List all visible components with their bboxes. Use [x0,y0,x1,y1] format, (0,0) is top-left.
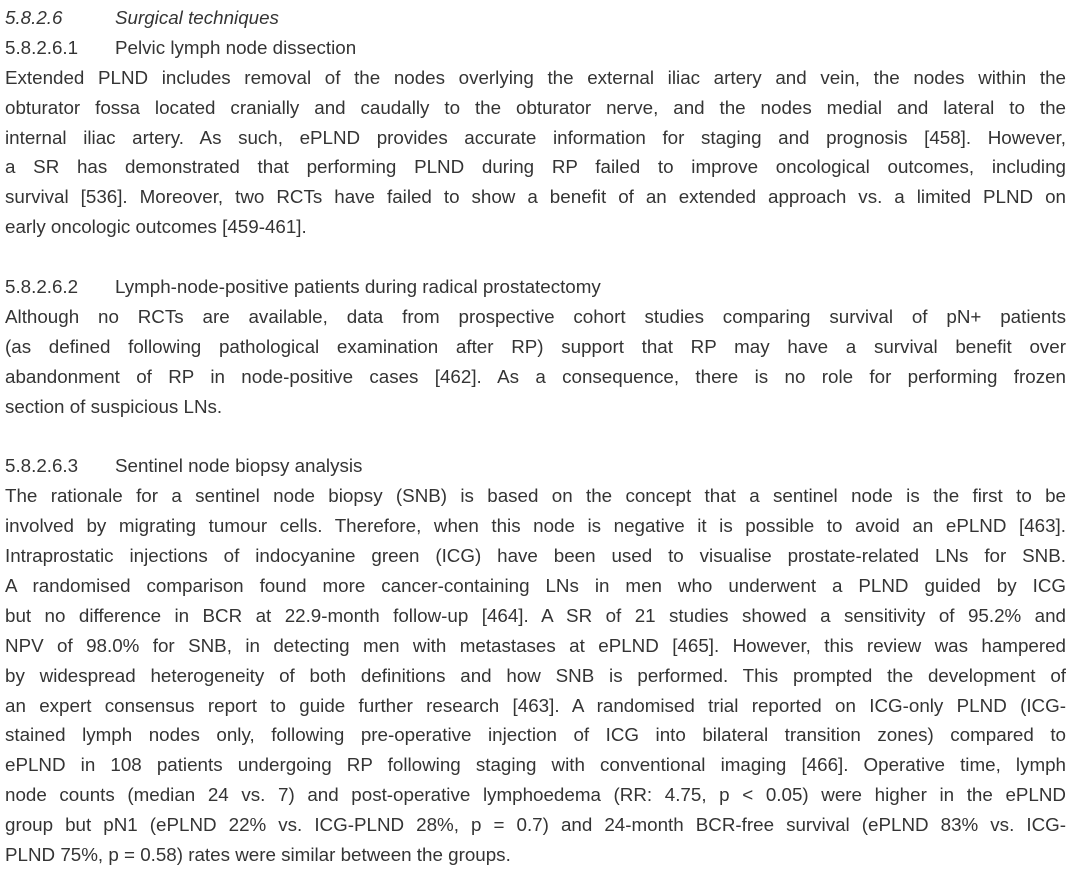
text-line: A randomised comparison found more cancer-containing LNs in men who underwent a PLND guided by ICG [5,574,1066,596]
section-heading-5.8.2.6 [5,3,1066,33]
text-line: (as defined following pathological examination after RP) support that RP may have a survival benefit over [5,335,1066,357]
text-line: Although no RCTs are available, data from prospective cohort studies comparing survival of pN+ patients [5,305,1066,327]
section-number: 5.8.2.6.1 [5,36,79,58]
text-line: by widespread heterogeneity of both definitions and how SNB is performed. This prompted the development of [5,664,1066,686]
text-line: survival [536]. Moreover, two RCTs have failed to show a benefit of an extended approach vs. a limited PLND on [5,186,1066,208]
paragraph [5,481,1066,870]
blank-line [5,422,1066,452]
paragraph [5,63,1066,242]
section-number: 5.8.2.6.2 [5,276,79,298]
text-line: section of suspicious LNs. [5,395,223,417]
section-title: Surgical techniques [115,7,279,28]
section-title: Lymph-node-positive patients during radical prostatectomy [115,276,601,298]
section-heading-5.8.2.6.1 [5,33,1066,63]
text-line: internal iliac artery. As such, ePLND provides accurate information for staging and prognosis [458]. However, [5,126,1066,148]
text-line: an expert consensus report to guide further research [463]. A randomised trial reported on ICG-only PLND (ICG- [5,694,1066,716]
text-line: Intraprostatic injections of indocyanine green (ICG) have been used to visualise prostate-related LNs for SNB. [5,545,1066,567]
section-title: Pelvic lymph node dissection [115,36,357,58]
text-line: NPV of 98.0% for SNB, in detecting men with metastases at ePLND [465]. However, this review was hampered [5,634,1066,656]
section-title: Sentinel node biopsy analysis [115,455,363,477]
paragraph [5,302,1066,422]
text-line: obturator fossa located cranially and caudally to the obturator nerve, and the nodes medial and lateral to the [5,96,1066,118]
text-line: abandonment of RP in node-positive cases [462]. As a consequence, there is no role for performing frozen [5,365,1066,387]
text-line: but no difference in BCR at 22.9-month follow-up [464]. A SR of 21 studies showed a sensitivity of 95.2% and [5,604,1066,626]
text-line: PLND 75%, p = 0.58) rates were similar between the groups. [5,844,511,865]
text-line: involved by migrating tumour cells. Therefore, when this node is negative it is possible to avoid an ePLND [463]. [5,515,1066,537]
text-line: early oncologic outcomes [459-461]. [5,216,307,238]
section-number: 5.8.2.6.3 [5,455,79,477]
section-heading-5.8.2.6.2 [5,272,1066,302]
text-line: ePLND in 108 patients undergoing RP following staging with conventional imaging [466]. Operative time, lymph [5,754,1066,776]
section-heading-5.8.2.6.3 [5,451,1066,481]
section-number: 5.8.2.6 [5,7,63,28]
text-line: node counts (median 24 vs. 7) and post-operative lymphoedema (RR: 4.75, p < 0.05) were higher in the ePLND [5,784,1066,806]
text-line: The rationale for a sentinel node biopsy (SNB) is based on the concept that a sentinel node is the first to be [5,485,1066,507]
text-line: a SR has demonstrated that performing PLND during RP failed to improve oncological outcomes, including [5,156,1066,178]
text-line: stained lymph nodes only, following pre-operative injection of ICG into bilateral transition zones) compared to [5,724,1066,746]
text-line: Extended PLND includes removal of the nodes overlying the external iliac artery and vein, the nodes within the [5,66,1066,88]
blank-line [5,242,1066,272]
text-line: group but pN1 (ePLND 22% vs. ICG-PLND 28%, p = 0.7) and 24-month BCR-free survival (ePLND 83% vs. ICG- [5,814,1066,836]
